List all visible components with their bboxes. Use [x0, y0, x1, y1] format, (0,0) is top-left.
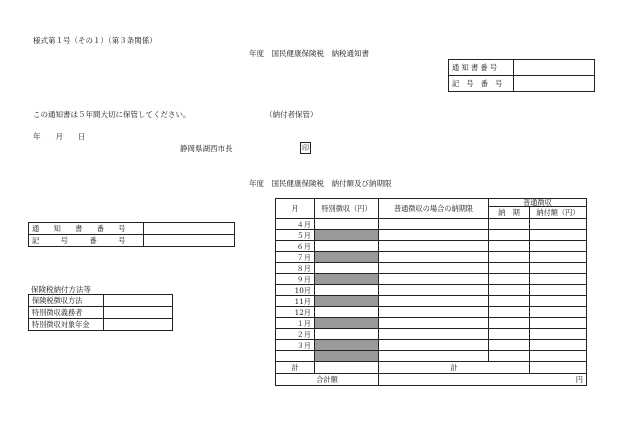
method-table	[28, 294, 173, 331]
due-date-cell	[379, 318, 489, 329]
normal-due-cell	[489, 285, 530, 296]
left-code-label: 記 号 番 号	[29, 235, 144, 247]
normal-amount-cell	[530, 274, 587, 285]
special-amount-cell	[315, 241, 379, 252]
normal-amount-cell	[530, 351, 587, 362]
due-date-cell	[379, 285, 489, 296]
due-date-cell	[379, 230, 489, 241]
due-date-cell	[379, 274, 489, 285]
due-date-cell	[379, 340, 489, 351]
normal-amount-cell	[530, 296, 587, 307]
schedule-row	[276, 318, 587, 329]
due-date-cell	[379, 296, 489, 307]
total-normal	[530, 362, 587, 374]
normal-amount-cell	[530, 230, 587, 241]
due-date-cell	[379, 329, 489, 340]
normal-due-cell	[489, 274, 530, 285]
special-amount-cell	[315, 307, 379, 318]
normal-due-cell	[489, 263, 530, 274]
col-normal-due-header: 納 期	[489, 207, 530, 219]
left-number-box	[28, 222, 235, 247]
month-cell: 12月	[276, 307, 315, 318]
col-normal-amount-header: 納付額（円）	[530, 207, 587, 219]
notice-number-box	[448, 59, 595, 92]
month-cell: ３月	[276, 340, 315, 351]
total-special	[315, 362, 379, 374]
special-amount-cell	[315, 230, 379, 241]
normal-amount-cell	[530, 318, 587, 329]
normal-due-cell	[489, 296, 530, 307]
month-cell: ９月	[276, 274, 315, 285]
col-special-header: 特別徴収（円）	[315, 199, 379, 219]
method-value-collection	[104, 295, 173, 307]
schedule-row	[276, 241, 587, 252]
col-due-header: 普通徴収の場合の納期限	[379, 199, 489, 219]
method-heading: 保険税納付方法等	[31, 285, 91, 294]
month-cell: ７月	[276, 252, 315, 263]
method-label-pension: 特別徴収対象年金	[29, 319, 104, 331]
schedule-row	[276, 285, 587, 296]
month-cell: ８月	[276, 263, 315, 274]
notice-title: 年度 国民健康保険税 納税通知書	[249, 49, 369, 58]
code-number-value	[514, 76, 595, 92]
schedule-row	[276, 340, 587, 351]
keep-note: この通知書は５年間大切に保管してください。	[33, 110, 191, 119]
method-value-pension	[104, 319, 173, 331]
schedule-row	[276, 307, 587, 318]
schedule-row	[276, 252, 587, 263]
normal-due-cell	[489, 318, 530, 329]
normal-amount-cell	[530, 329, 587, 340]
normal-amount-cell	[530, 285, 587, 296]
left-notice-label: 通 知 書 番 号	[29, 223, 144, 235]
form-number: 様式第１号（その１）（第３条関係）	[33, 36, 157, 45]
special-amount-cell	[315, 285, 379, 296]
grand-total-label: 合計額	[276, 374, 379, 386]
grand-total-yen: 円	[379, 374, 587, 386]
month-cell	[276, 351, 315, 362]
normal-due-cell	[489, 219, 530, 230]
notice-number-value	[514, 60, 595, 76]
date-line: 年 月 日	[33, 132, 86, 141]
month-cell: 10月	[276, 285, 315, 296]
schedule-table	[275, 198, 587, 386]
normal-due-cell	[489, 340, 530, 351]
special-amount-cell	[315, 252, 379, 263]
schedule-row	[276, 263, 587, 274]
total-label-normal: 計	[379, 362, 530, 374]
due-date-cell	[379, 252, 489, 263]
month-cell: ６月	[276, 241, 315, 252]
normal-amount-cell	[530, 219, 587, 230]
normal-due-cell	[489, 252, 530, 263]
due-date-cell	[379, 307, 489, 318]
normal-amount-cell	[530, 263, 587, 274]
due-date-cell	[379, 241, 489, 252]
normal-due-cell	[489, 329, 530, 340]
normal-due-cell	[489, 241, 530, 252]
notice-number-label: 通 知 書 番 号	[449, 60, 514, 76]
normal-due-cell	[489, 307, 530, 318]
copy-type: （納付者保管）	[265, 110, 318, 119]
month-cell: 11月	[276, 296, 315, 307]
issuer-name: 静岡県湖西市長	[180, 144, 233, 153]
special-amount-cell	[315, 296, 379, 307]
col-month-header: 月	[276, 199, 315, 219]
month-cell: ２月	[276, 329, 315, 340]
schedule-title: 年度 国民健康保険税 納付額及び納期限	[249, 179, 392, 188]
code-number-label: 記 号 番 号	[449, 76, 514, 92]
special-amount-cell	[315, 263, 379, 274]
normal-amount-cell	[530, 241, 587, 252]
method-value-obligor	[104, 307, 173, 319]
due-date-cell	[379, 219, 489, 230]
method-label-collection: 保険税徴収方法	[29, 295, 104, 307]
left-code-value	[144, 235, 235, 247]
special-amount-cell	[315, 340, 379, 351]
seal-mark: 印	[302, 144, 309, 152]
month-cell: ４月	[276, 219, 315, 230]
method-label-obligor: 特別徴収義務者	[29, 307, 104, 319]
left-notice-value	[144, 223, 235, 235]
schedule-row	[276, 296, 587, 307]
total-label: 計	[276, 362, 315, 374]
due-date-cell	[379, 263, 489, 274]
normal-amount-cell	[530, 307, 587, 318]
special-amount-cell	[315, 329, 379, 340]
schedule-row	[276, 329, 587, 340]
schedule-row	[276, 274, 587, 285]
month-cell: １月	[276, 318, 315, 329]
normal-amount-cell	[530, 340, 587, 351]
normal-amount-cell	[530, 252, 587, 263]
col-normal-header: 普通徴収	[489, 199, 587, 207]
month-cell: ５月	[276, 230, 315, 241]
schedule-row	[276, 219, 587, 230]
normal-due-cell	[489, 230, 530, 241]
special-amount-cell	[315, 351, 379, 362]
special-amount-cell	[315, 219, 379, 230]
schedule-row	[276, 230, 587, 241]
due-date-cell	[379, 351, 489, 362]
special-amount-cell	[315, 274, 379, 285]
schedule-row	[276, 351, 587, 362]
special-amount-cell	[315, 318, 379, 329]
normal-due-cell	[489, 351, 530, 362]
